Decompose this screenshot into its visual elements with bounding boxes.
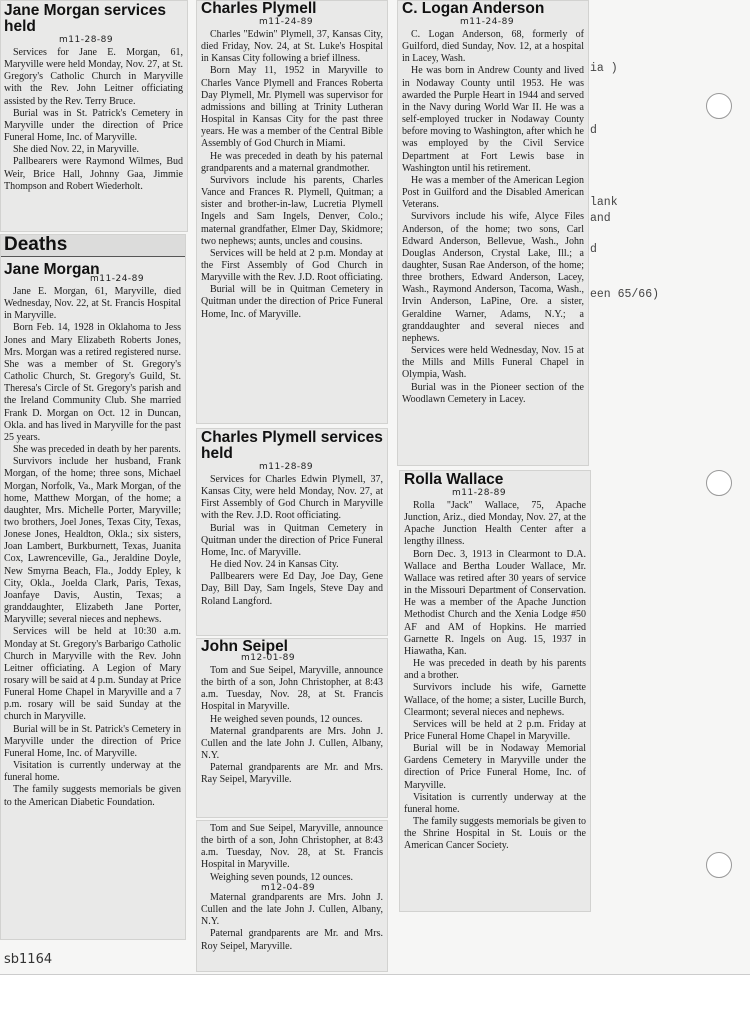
paragraph: He was a member of the American Legion Post in Guilford and the Disabled American Veterans. [402,174,584,211]
handwritten-date: m11-28-89 [452,488,507,498]
clipping-jane-morgan-services [0,0,188,232]
punch-hole [706,852,732,878]
margin-fragment: een 65/66) [590,288,660,301]
clipping-rolla-wallace-obituary [399,470,591,912]
paragraph: Burial was in the Pioneer section of the Woodlawn Cemetery in Lacey. [402,381,584,405]
margin-fragment: d [590,243,597,256]
paragraph: He weighed seven pounds, 12 ounces. [210,713,363,725]
paragraph: He died Nov. 24 in Kansas City. [210,559,339,571]
paragraph: Services will be held at 2 p.m. Friday at Price Funeral Home Chapel in Maryville. [404,718,586,742]
paragraph: Maternal grandparents are Mrs. John J. Cullen and the late John J. Cullen, Albany, N.Y. [201,891,383,928]
paragraph: He was preceded in death by his parents and a brother. [404,658,586,682]
paragraph: Burial will be in St. Patrick's Cemetery in Maryville under the direction of Price Funeral Home, Inc. of Maryville. [4,723,181,759]
paragraph: Services were held Wednesday, Nov. 15 at the Mills and Mills Funeral Chapel in Olympia, Wash. [402,345,584,381]
paragraph: Paternal grandparents are Mr. and Mrs. Roy Seipel, Maryville. [201,928,383,952]
paragraph: Survivors include his wife, Garnette Wallace, of the home; a sister, Lucille Burch, Clearmont; several nieces and nephews. [404,682,586,718]
paragraph: Pallbearers were Raymond Wilmes, Bud Weir, Brice Hall, Johnny Gaa, Jimmie Thompson and Robert Wiederholt. [4,156,183,192]
handwritten-date: m12-01-89 [241,653,296,663]
clipping-john-seipel-birth-repeat [196,820,388,972]
clipping-c-logan-anderson-obituary [397,0,589,466]
clipping-charles-plymell-obituary [196,0,388,424]
punch-hole [706,93,732,119]
article-body [4,47,183,193]
article-body [4,286,181,809]
headline: C. Logan Anderson [402,0,545,17]
paragraph: She was preceded in death by her parents. [13,444,181,456]
section-banner: Deaths [1,235,185,257]
paragraph: Born Dec. 3, 1913 in Clearmont to D.A. Wallace and Bertha Louder Wallace, Mr. Wallace was retired after 30 years of service in the Missouri Department of Conservation. He was a member of the Apache Junction Methodist Church and the Xenia Lodge #50 AF and AM of Hopkins. He married Garnette R. Ingels on Aug. 15, 1937 in Hiawatha, Kan. [404,548,586,657]
handwritten-date: m11-24-89 [90,274,145,284]
handwritten-date: m11-28-89 [259,462,314,472]
margin-fragment: d [590,124,597,137]
article-body [201,823,383,953]
margin-fragment: and [590,212,611,225]
paragraph: Maternal grandparents are Mrs. John J. Cullen and the late John J. Cullen, Albany, N.Y. [201,725,383,762]
paragraph: C. Logan Anderson, 68, formerly of Guilford, died Sunday, Nov. 12, at a hospital in Lacey, Wash. [402,29,584,65]
article-body [201,474,383,608]
article-body [402,29,584,406]
paragraph: Tom and Sue Seipel, Maryville, announce the birth of a son, John Christopher, at 8:43 a.m. Tuesday, Nov. 28, at St. Francis Hospital in Maryville. [201,665,383,713]
headline: Charles Plymell [201,0,317,17]
article-body [201,29,383,321]
handwritten-date: m12-04-89 [261,882,316,893]
paragraph: Survivors include her husband, Frank Morgan, of the home; three sons, Michael Morgan, Norfolk, Va., Mark Morgan, of the home, Matthew Morgan, of the home; a daughter, Mrs. Michelle Porter, Maryville; two brothers, Joel Jones, Texas City, Texas, Jonese Jones, Healdton, Okla.; six sisters, Joan Lambert, Burkburnett, Texas, Juanita Cox, Lawrenceville, Ga., Jeraldine Doyle, New Smyrna Beach, Fla., Joddy Epley, k City, Okla., Joelda Clark, Paris, Texas, Joanfaye Davis, Austin, Texas; a granddaughter, Elizabeth Jane Porter, Maryville; several nieces and nephews. [4,456,181,626]
paragraph: Weighing seven pounds, 12 ounces. [210,871,354,883]
paragraph: Charles "Edwin" Plymell, 37, Kansas City, died Friday, Nov. 24, at St. Luke's Hospital in Kansas City following a brief illness. [201,29,383,65]
paragraph: Rolla "Jack" Wallace, 75, Apache Junction, Ariz., died Monday, Nov. 27, at the Apache Junction Health Center after a lengthy illness. [404,500,586,548]
paragraph: Services will be held at 2 p.m. Monday at the First Assembly of God Church in Maryville with the Rev. J.D. Root officiating. [201,247,383,284]
clipping-charles-plymell-services [196,428,388,636]
clipping-john-seipel-birth [196,638,388,818]
paragraph: Burial will be in Quitman Cemetery in Quitman under the direction of Price Funeral Home, Inc. of Maryville. [201,284,383,320]
article-body [404,500,586,853]
paragraph: Born Feb. 14, 1928 in Oklahoma to Jess Jones and Mary Elizabeth Roberts Jones, Mrs. Morgan was a retired registered nurse. She was a member of St. Gregory's Catholic Church, St. Gregory's Guild, St. Theresa's Circle of St. Gregory's parish and the Ireland Community Club. She married Frank D. Morgan on Oct. 12 in Duncan, Okla. and has lived in Maryville for the past 25 years. [4,322,181,443]
headline: Rolla Wallace [404,471,504,488]
margin-fragment: ia ) [590,62,618,75]
paragraph: He was preceded in death by his paternal grandparents and a maternal grandmother. [201,150,383,174]
clipping-jane-morgan-obituary [0,234,186,940]
paragraph: Jane E. Morgan, 61, Maryville, died Wednesday, Nov. 22, at St. Francis Hospital in Maryville. [4,286,181,322]
punch-hole [706,470,732,496]
paragraph: Born May 11, 1952 in Maryville to Charles Vance Plymell and Frances Roberta Day Plymell, Mr. Plymell was supervisor for admissions and billing at Trinity Lutheran Hospital in Kansas City for the past three years. He was a member of the Central Bible Assembly of God Church in Miami. [201,65,383,150]
headline: Charles Plymell services held [201,429,383,462]
margin-fragment: lank [590,196,618,209]
paragraph: Services will be held at 10:30 a.m. Monday at St. Gregory's Barbarigo Catholic Church in Maryville with the Rev. John Leitner officiating. A Legion of Mary rosary will be said at 4 p.m. Sunday at Price Funeral Home Chapel in Maryville and a 7 p.m. rosary will be said Sunday at the church in Maryville. [4,626,181,723]
paragraph: She died Nov. 22, in Maryville. [13,144,140,156]
handwritten-date: m11-24-89 [259,17,314,27]
paragraph: He was born in Andrew County and lived in Nodaway County until 1953. He was awarded the Purple Heart in 1944 and served in the Navy during World War II. He was a self-employed trucker in Nodaway County before moving to Washington, after which he was employed by the Civil Service Department at Fort Lewis base in Washington until his retirement. [402,65,584,174]
paragraph: Burial was in Quitman Cemetery in Quitman under the direction of Price Funeral Home, Inc. of Maryville. [201,522,383,558]
page-folio: sb1164 [4,952,53,967]
paragraph: Burial was in St. Patrick's Cemetery in Maryville under the direction of Price Funeral Home, Inc. of Maryville. [4,107,183,144]
headline: Jane Morgan [4,261,100,278]
paragraph: Visitation is currently underway at the funeral home. [4,760,181,784]
paragraph: Services for Charles Edwin Plymell, 37, Kansas City, were held Monday, Nov. 27, at First Assembly of God Church in Maryville with the Rev. J.D. Root officiating. [201,474,383,522]
paragraph: Survivors include his parents, Charles Vance and Frances R. Plymell, Quitman; a sister and brother-in-law, Lucretia Plymell Ingels and Sam Ingels, Denver, Colo.; maternal grandfather, Elmer Day, Skidmore; two nephews; aunts, uncles and cousins. [201,174,383,247]
headline: Jane Morgan services held [4,2,166,35]
paragraph: Paternal grandparents are Mr. and Mrs. Ray Seipel, Maryville. [201,762,383,786]
headline: John Seipel [201,638,288,655]
article-body [201,665,383,787]
paragraph: Services for Jane E. Morgan, 61, Maryville were held Monday, Nov. 27, at St. Gregory's Catholic Church in Maryville with the Rev. John Leitner officiating assisted by the Rev. Terry Bruce. [4,47,183,107]
paragraph: Tom and Sue Seipel, Maryville, announce the birth of a son, John Christopher, at 8:43 a.m. Tuesday, Nov. 28, at St. Francis Hospital in Maryville. [201,823,383,871]
paragraph: The family suggests memorials be given to the American Diabetic Foundation. [4,784,181,808]
paragraph: The family suggests memorials be given to the Shrine Hospital in St. Louis or the American Cancer Society. [404,816,586,852]
handwritten-date: m11-28-89 [59,35,114,45]
paragraph: Survivors include his wife, Alyce Files Anderson, of the home; two sons, Carl Edward Anderson, Bellevue, Wash., John Douglas Anderson, Crystal Lake, Ill.; a daughter, Susan Rae Anderson, of the home; three brothers, Edward Anderson, Lacey, Wash., Raymond Anderson, Tacoma, Wash., Irvin Anderson, LaPine, Ore. a sister, Geraldine Warner, Adams, N.Y.; a granddaughter and several nieces and nephews. [402,211,584,344]
paragraph: Pallbearers were Ed Day, Joe Day, Gene Day, Bill Day, Sam Ingels, Steve Day and Roland Langford. [201,571,383,607]
paragraph: Burial will be in Nodaway Memorial Gardens Cemetery in Maryville under the direction of Price Funeral Home, Inc. of Maryville. [404,743,586,791]
handwritten-date: m11-24-89 [460,17,515,27]
paragraph: Visitation is currently underway at the funeral home. [404,791,586,815]
